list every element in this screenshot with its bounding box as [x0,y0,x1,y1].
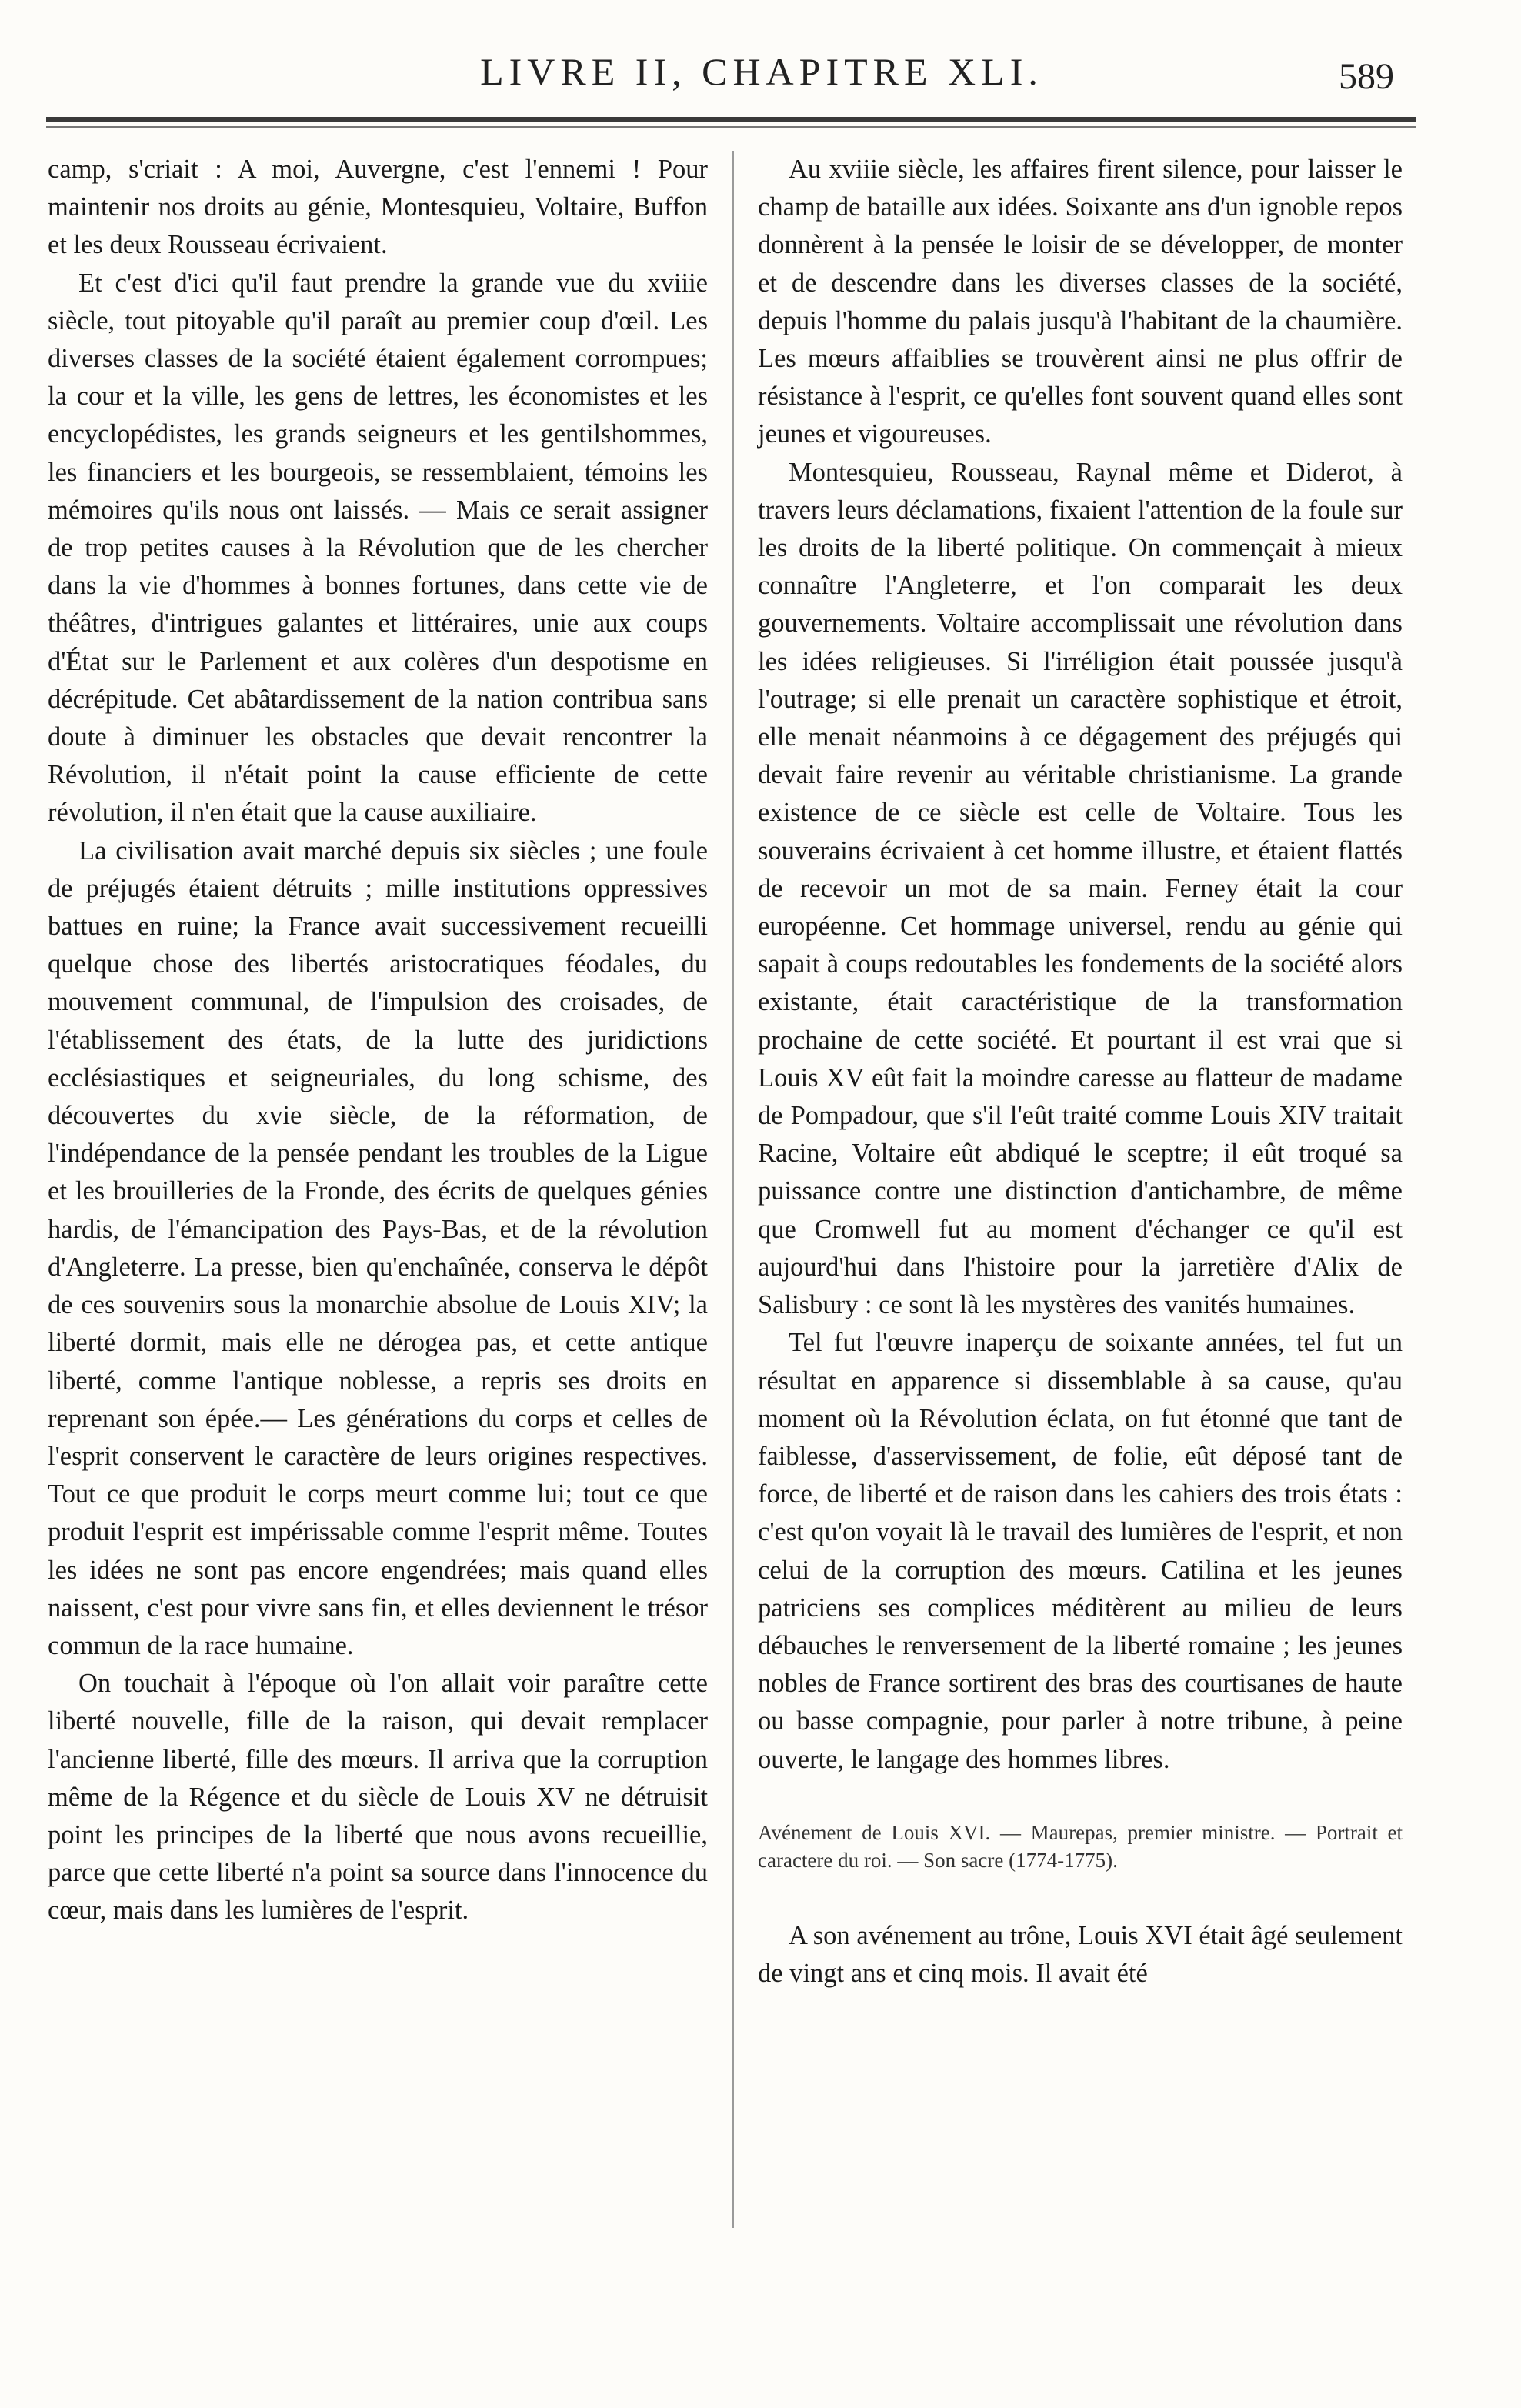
right-paragraph-3: Tel fut l'œuvre inaperçu de soixante années, tel fut un résultat en apparence si dissemblable à sa cause, qu'au moment où la Révolution éclata, on fut étonné que tant de faiblesse, d'asservissement, de folie, eût déposé tant de force, de liberté et de raison dans les cahiers des trois états : c'est qu'on voyait là le travail des lumières de l'esprit, et non celui de la corruption des mœurs. Catilina et les jeunes patriciens ses complices méditèrent au milieu de leurs débauches le renversement de la liberté romaine ; les jeunes nobles de France sortirent des bras des courtisanes de haute ou basse compagnie, pour parler à notre tribune, à peine ouverte, le langage des hommes libres. [758,1328,1403,1774]
running-title: LIVRE II, CHAPITRE XLI. [480,50,1043,93]
right-paragraph-1: Au xviiie siècle, les affaires firent silence, pour laisser le champ de bataille aux idées. Soixante ans d'un ignoble repos donnèrent à la pensée le loisir de se développer, de monter et de descendre dans les diverses classes de la société, depuis l'homme du palais jusqu'à l'habitant de la chaumière. Les mœurs affaiblies se trouvèrent ainsi ne plus offrir de résistance à l'esprit, ce qu'elles font souvent quand elles sont jeunes et vigoureuses. [758,155,1403,449]
column-divider [732,151,734,2228]
left-paragraph-3: La civilisation avait marché depuis six siècles ; une foule de préjugés étaient détruits ; mille institutions oppressives battues en ruine; la France avait successivement recueilli quelque chose des libertés aristocratiques féodales, du mouvement communal, de l'impulsion des croisades, de l'établissement des états, de la lutte des juridictions ecclésiastiques et seigneuriales, du long schisme, des découvertes du xvie siècle, de la réformation, de l'indépendance de la pensée pendant les troubles de la Ligue et les brouilleries de la Fronde, des écrits de quelques génies hardis, de l'émancipation des Pays-Bas, et de la révolution d'Angleterre. La presse, bien qu'enchaînée, conserva le dépôt de ces souvenirs sous la monarchie absolue de Louis XIV; la liberté dormit, mais elle ne dérogea pas, et cette antique liberté, comme l'antique noblesse, a repris ses droits en reprenant son épée.— Les générations du corps et celles de l'esprit conservent le caractère de leurs origines respectives. Tout ce que produit le corps meurt comme lui; tout ce que produit l'esprit est impérissable comme l'esprit même. Toutes les idées ne sont pas encore engendrées; mais quand elles naissent, c'est pour vivre sans fin, et elles deviennent le trésor commun de la race humaine. [48,835,708,1660]
right-column [758,151,1403,1993]
right-paragraph-4: A son avénement au trône, Louis XVI était âgé seulement de vingt ans et cinq mois. Il avait été [758,1920,1403,1988]
header-rule-thin [46,126,1416,128]
section-summary: Avénement de Louis XVI. — Maurepas, premier ministre. — Portrait et caractere du roi. — Son sacre (1774-1775). [758,1820,1403,1872]
left-column [48,151,708,1930]
left-paragraph-2: Et c'est d'ici qu'il faut prendre la grande vue du xviiie siècle, tout pitoyable qu'il paraît au premier coup d'œil. Les diverses classes de la société étaient également corrompues; la cour et la ville, les gens de lettres, les économistes et les encyclopédistes, les grands seigneurs et les gentilshommes, les financiers et les bourgeois, se ressemblaient, témoins les mémoires qu'ils nous ont laissés. — Mais ce serait assigner de trop petites causes à la Révolution que de les chercher dans la vie d'hommes à bonnes fortunes, dans cette vie de théâtres, d'intrigues galantes et littéraires, unie aux coups d'État sur le Parlement et aux colères d'un despotisme en décrépitude. Cet abâtardissement de la nation contribua sans doute à diminuer les obstacles que devait rencontrer la Révolution, il n'était point la cause efficiente de cette révolution, il n'en était que la cause auxiliaire. [48,268,708,828]
page-number: 589 [1339,56,1394,97]
running-head [0,45,1521,106]
left-paragraph-4: On touchait à l'époque où l'on allait voir paraître cette liberté nouvelle, fille de la raison, qui devait remplacer l'ancienne liberté, fille des mœurs. Il arriva que la corruption même de la Régence et du siècle de Louis XV ne détruisit point les principes de la liberté que nous avons recueillie, parce que cette liberté n'a point sa source dans l'innocence du cœur, mais dans les lumières de l'esprit. [48,1669,708,1926]
header-rule-thick [46,117,1416,122]
left-paragraph-1: camp, s'criait : A moi, Auvergne, c'est l'ennemi ! Pour maintenir nos droits au génie, Montesquieu, Voltaire, Buffon et les deux Rousseau écrivaient. [48,155,708,260]
right-paragraph-2: Montesquieu, Rousseau, Raynal même et Diderot, à travers leurs déclamations, fixaient l'attention de la foule sur les droits de la liberté politique. On commençait à mieux connaître l'Angleterre, et l'on comparait les deux gouvernements. Voltaire accomplissait une révolution dans les idées religieuses. Si l'irréligion était poussée jusqu'à l'outrage; si elle prenait un caractère sophistique et étroit, elle menait néanmoins à ce dégagement des préjugés qui devait faire revenir au véritable christianisme. La grande existence de ce siècle est celle de Voltaire. Tous les souverains écrivaient à cet homme illustre, et étaient flattés de recevoir un mot de sa main. Ferney était la cour européenne. Cet hommage universel, rendu au génie qui sapait à coups redoutables les fondements de la société alors existante, était caractéristique de la transformation prochaine de cette société. Et pourtant il est vrai que si Louis XV eût fait la moindre caresse au flatteur de madame de Pompadour, que s'il l'eût traité comme Louis XIV traitait Racine, Voltaire eût abdiqué le sceptre; il eût troqué sa puissance contre une distinction d'antichambre, de même que Cromwell fut au moment d'échanger ce qu'il est aujourd'hui dans l'histoire pour la jarretière d'Alix de Salisbury : ce sont là les mystères des vanités humaines. [758,457,1403,1320]
